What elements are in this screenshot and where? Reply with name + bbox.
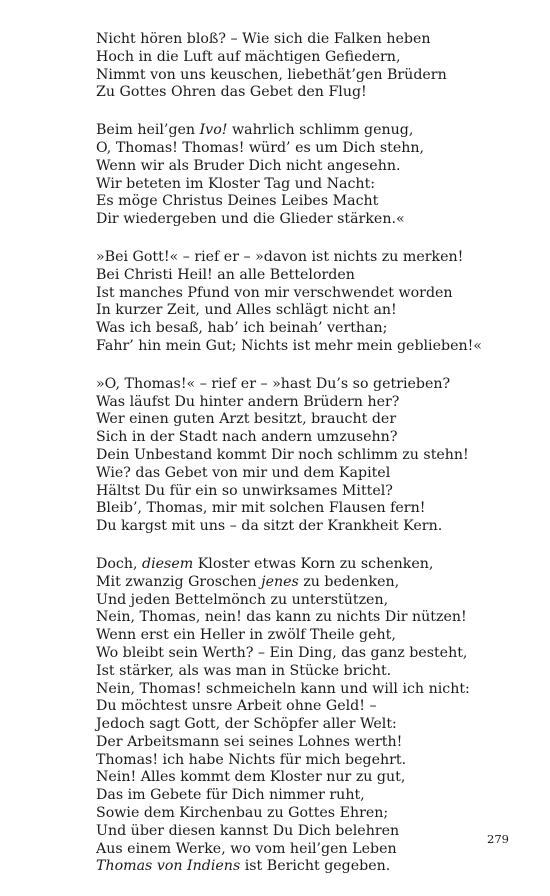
verse-line (96, 465, 516, 483)
verse-line (96, 752, 516, 770)
text-segment: Fahr’ hin mein Gut; Nichts ist mehr mein geblieben!« (96, 337, 482, 354)
italic-text: diesem (142, 555, 194, 572)
verse-line (96, 193, 516, 211)
verse-line (96, 122, 516, 140)
text-segment: Ist manches Pfund von mir verschwendet worden (96, 284, 453, 301)
verse-line (96, 805, 516, 823)
text-segment: Wer einen guten Arzt besitzt, braucht der (96, 411, 397, 428)
text-segment: Du kargst mit uns – da sitzt der Krankheit Kern. (96, 518, 443, 535)
text-segment: Hoch in die Luft auf mächtigen Gefiedern, (96, 48, 401, 65)
verse-line (96, 176, 516, 194)
text-segment: zu bedenken, (298, 573, 400, 590)
verse-line (96, 681, 516, 699)
text-segment: Thomas! ich habe Nichts für mich begehrt. (96, 751, 407, 768)
verse-line (96, 823, 516, 841)
text-segment: O, Thomas! Thomas! würd’ es um Dich stehn, (96, 139, 425, 156)
verse-line (96, 267, 516, 285)
text-segment: Es möge Christus Deines Leibes Macht (96, 193, 379, 210)
verse-line (96, 140, 516, 158)
stanza (96, 376, 516, 536)
verse-line (96, 627, 516, 645)
verse-line (96, 376, 516, 394)
text-segment: Doch, (96, 555, 143, 572)
stanza (96, 31, 516, 102)
text-segment: Nein, Thomas! schmeicheln kann und will ich nicht: (96, 680, 470, 697)
text-segment: Bleib’, Thomas, mir mit solchen Flausen fern! (96, 500, 426, 517)
text-segment: Wir beteten im Kloster Tag und Nacht: (96, 175, 376, 192)
verse-line (96, 716, 516, 734)
text-segment: In kurzer Zeit, und Alles schlägt nicht an! (96, 302, 397, 319)
text-segment: wahrlich schlimm genug, (227, 122, 414, 139)
text-segment: Sich in der Stadt nach andern umzusehn? (96, 429, 398, 446)
text-segment: Sowie dem Kirchenbau zu Gottes Ehren; (96, 805, 389, 822)
verse-line (96, 49, 516, 67)
verse-line (96, 769, 516, 787)
text-segment: Aus einem Werke, wo vom heil’gen Leben (96, 840, 397, 857)
verse-line (96, 411, 516, 429)
verse-line (96, 249, 516, 267)
text-segment: Wenn wir als Bruder Dich nicht angesehn. (96, 157, 401, 174)
verse-line (96, 447, 516, 465)
text-segment: ist Bericht gegeben. (240, 858, 391, 875)
verse-line (96, 556, 516, 574)
text-segment: Ist stärker, als was man in Stücke bricht. (96, 662, 392, 679)
verse-line (96, 285, 516, 303)
text-segment: Nicht hören bloß? – Wie sich die Falken heben (96, 31, 431, 47)
verse-line (96, 841, 516, 859)
verse-line (96, 787, 516, 805)
text-segment: Zu Gottes Ohren das Gebet den Flug! (96, 84, 367, 101)
verse-line (96, 483, 516, 501)
text-segment: Nein, Thomas, nein! das kann zu nichts Dir nützen! (96, 609, 467, 626)
verse-line (96, 429, 516, 447)
verse-line (96, 518, 516, 536)
text-segment: Mit zwanzig Groschen (96, 573, 262, 590)
verse-line (96, 302, 516, 320)
verse-line (96, 734, 516, 752)
verse-line (96, 592, 516, 610)
text-segment: Wo bleibt sein Werth? – Ein Ding, das ganz besteht, (96, 644, 468, 661)
stanza (96, 249, 516, 356)
text-segment: Und jeden Bettelmönch zu unterstützen, (96, 591, 389, 608)
verse-line (96, 84, 516, 102)
verse-line (96, 394, 516, 412)
verse-line (96, 158, 516, 176)
page-number: 279 (487, 832, 509, 846)
text-segment: Bei Christi Heil! an alle Bettelorden (96, 266, 355, 283)
text-segment: Hältst Du für ein so unwirksames Mittel? (96, 482, 393, 499)
verse-line (96, 500, 516, 518)
text-segment: Wie? das Gebet von mir und dem Kapitel (96, 464, 391, 481)
text-segment: »O, Thomas!« – rief er – »hast Du’s so getrieben? (96, 375, 451, 392)
text-segment: Dir wiedergeben und die Glieder stärken.« (96, 211, 405, 228)
verse-line (96, 609, 516, 627)
verse-line (96, 31, 516, 49)
verse-line (96, 338, 516, 356)
italic-text: Ivo! (199, 122, 228, 139)
verse-line (96, 320, 516, 338)
verse-line (96, 211, 516, 229)
text-segment: Nimmt von uns keuschen, liebethät’gen Brüdern (96, 66, 447, 83)
stanza (96, 122, 516, 229)
text-segment: Jedoch sagt Gott, der Schöpfer aller Welt: (96, 716, 397, 733)
text-segment: Was läufst Du hinter andern Brüdern her? (96, 393, 400, 410)
text-segment: Was ich besaß, hab’ ich beinah’ verthan; (96, 320, 388, 337)
poem-text (96, 31, 516, 896)
text-segment: Beim heil’gen (96, 122, 200, 139)
verse-line (96, 574, 516, 592)
italic-text: jenes (261, 573, 299, 590)
verse-line (96, 858, 516, 876)
verse-line (96, 698, 516, 716)
text-segment: Nein! Alles kommt dem Kloster nur zu gut, (96, 769, 406, 786)
italic-text: Thomas von Indiens (96, 858, 241, 875)
verse-line (96, 663, 516, 681)
text-segment: Der Arbeitsmann sei seines Lohnes werth! (96, 733, 403, 750)
text-segment: Wenn erst ein Heller in zwölf Theile geht, (96, 627, 396, 644)
text-segment: »Bei Gott!« – rief er – »davon ist nichts zu merken! (96, 248, 464, 265)
text-segment: Dein Unbestand kommt Dir noch schlimm zu stehn! (96, 446, 469, 463)
verse-line (96, 645, 516, 663)
text-segment: Du möchtest unsre Arbeit ohne Geld! – (96, 698, 377, 715)
verse-line (96, 67, 516, 85)
text-segment: Das im Gebete für Dich nimmer ruht, (96, 787, 365, 804)
stanza (96, 556, 516, 876)
text-segment: Und über diesen kannst Du Dich belehren (96, 822, 400, 839)
text-segment: Kloster etwas Korn zu schenken, (193, 555, 434, 572)
